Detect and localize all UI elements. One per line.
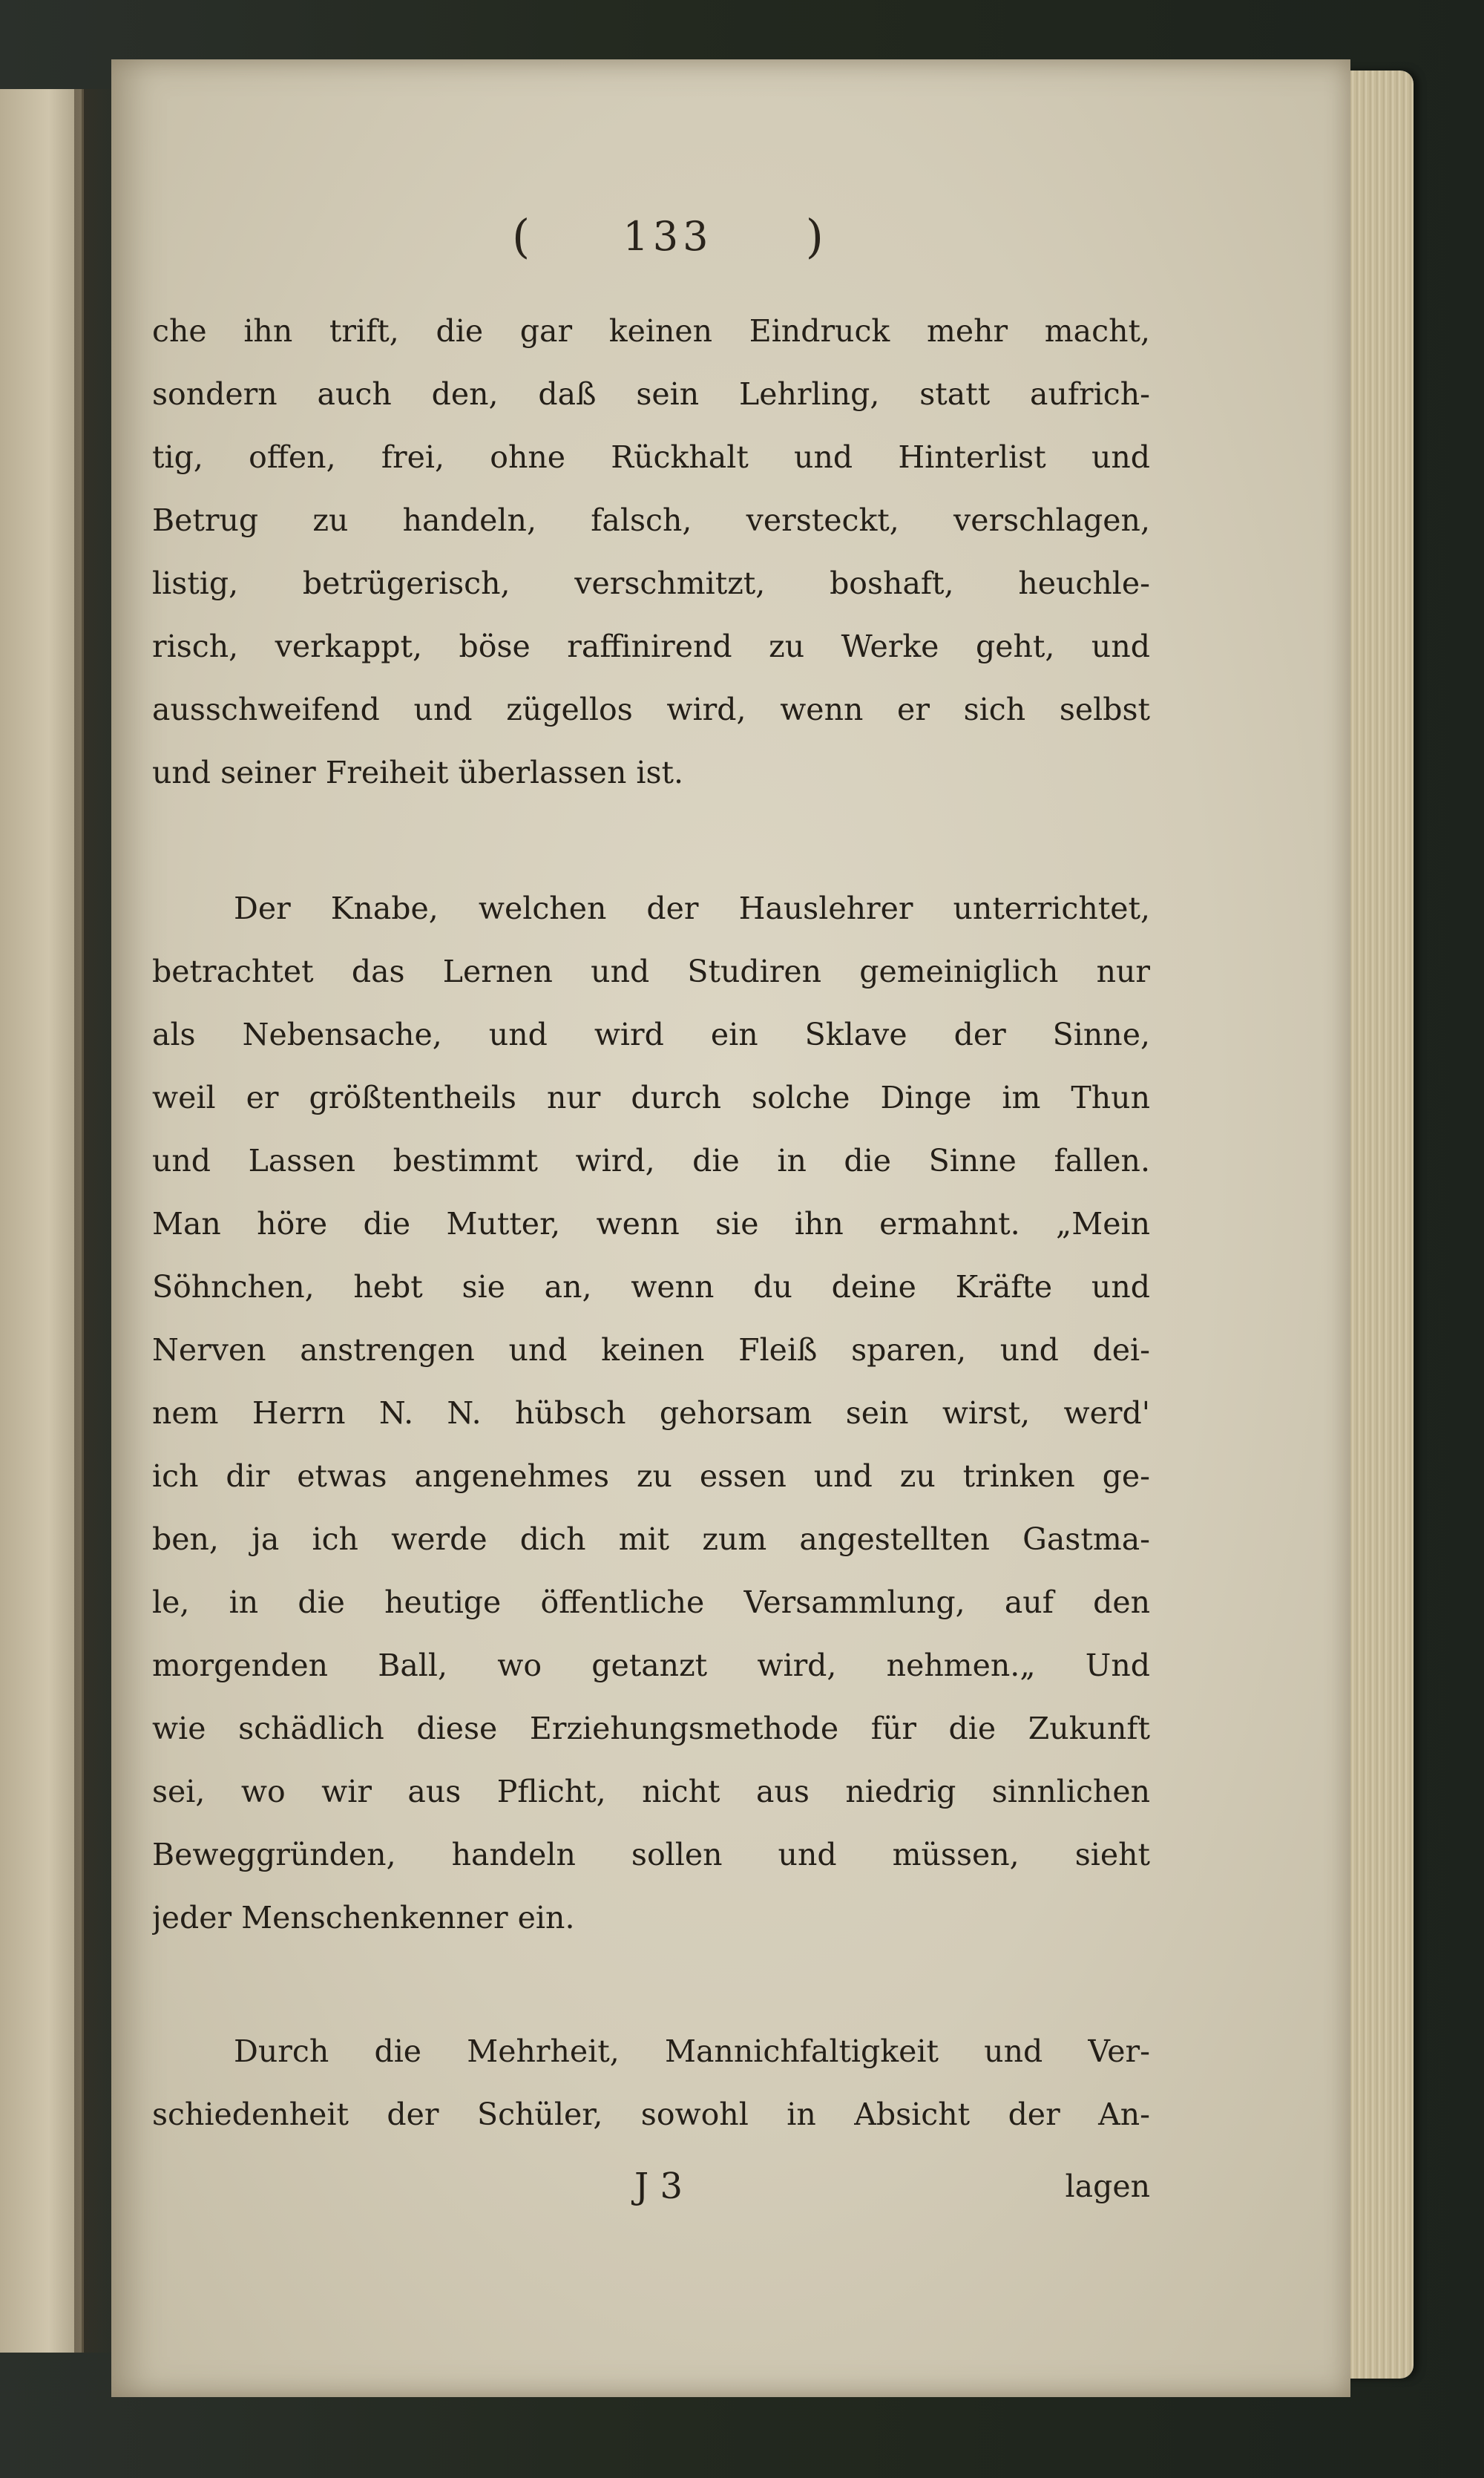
text-line: ausschweifend und zügellos wird, wenn er sich selbst [152,692,1150,727]
catchword: lagen [1065,2169,1150,2204]
text-line: betrachtet das Lernen und Studiren gemeiniglich nur [152,954,1150,989]
text-line: sondern auch den, daß sein Lehrling, statt aufrich- [152,376,1150,412]
text-line: weil er größtentheils nur durch solche Dinge im Thun [152,1080,1150,1115]
text-line: Söhnchen, hebt sie an, wenn du deine Kräfte und [152,1269,1150,1305]
text-line: Der Knabe, welchen der Hauslehrer unterrichtet, [234,891,1150,926]
text-line: sei, wo wir aus Pflicht, nicht aus niedrig sinnlichen [152,1774,1150,1809]
header-paren-open: ( [512,209,531,263]
paragraph-1 [152,300,1150,804]
text-line: listig, betrügerisch, verschmitzt, boshaft, heuchle- [152,566,1150,601]
text-line: jeder Menschenkenner ein. [152,1900,575,1935]
text-line: Man höre die Mutter, wenn sie ihn ermahnt. „Mein [152,1206,1150,1242]
paragraph-3 [152,2020,1150,2146]
text-line: ich dir etwas angenehmes zu essen und zu trinken ge- [152,1458,1150,1494]
text-line: risch, verkappt, böse raffinirend zu Werke geht, und [152,629,1150,664]
text-line: ben, ja ich werde dich mit zum angestellten Gastma- [152,1521,1150,1557]
text-line: schiedenheit der Schüler, sowohl in Absicht der An- [152,2097,1150,2132]
text-line: Durch die Mehrheit, Mannichfaltigkeit und Ver- [234,2033,1150,2069]
text-line: Beweggründen, handeln sollen und müssen, sieht [152,1837,1150,1872]
page-footer [152,2155,1150,2218]
text-line: tig, offen, frei, ohne Rückhalt und Hinterlist und [152,439,1150,475]
page-header [512,209,824,263]
text-line: le, in die heutige öffentliche Versammlung, auf den [152,1584,1150,1620]
text-line: und seiner Freiheit überlassen ist. [152,755,684,790]
text-line: che ihn trift, die gar keinen Eindruck mehr macht, [152,313,1150,349]
paragraph-2 [152,877,1150,1950]
text-line: Betrug zu handeln, falsch, versteckt, verschlagen, [152,502,1150,538]
text-line: wie schädlich diese Erziehungsmethode für die Zukunft [152,1711,1150,1746]
header-paren-close: ) [805,209,824,263]
text-line: morgenden Ball, wo getanzt wird, nehmen.„ Und [152,1648,1150,1683]
signature-mark: J 3 [634,2166,683,2207]
page-number: 133 [623,213,713,260]
text-line: und Lassen bestimmt wird, die in die Sinne fallen. [152,1143,1150,1179]
text-line: als Nebensache, und wird ein Sklave der Sinne, [152,1017,1150,1052]
text-line: Nerven anstrengen und keinen Fleiß sparen, und dei- [152,1332,1150,1368]
left-page-edge [0,89,84,2353]
text-line: nem Herrn N. N. hübsch gehorsam sein wirst, werd' [152,1395,1150,1431]
